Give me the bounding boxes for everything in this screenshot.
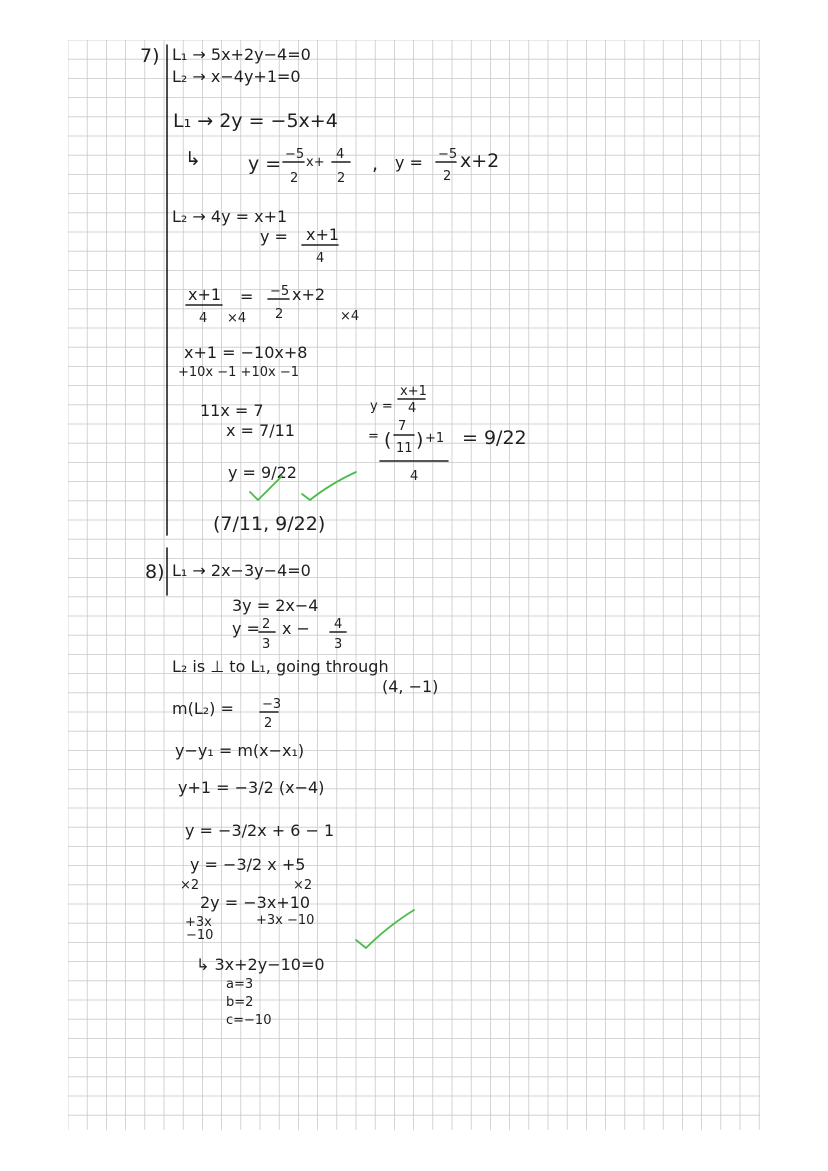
q8-collect-left-2: −10	[186, 928, 214, 943]
q7-step-rearrange-l1: L₁ → 2y = −5x+4	[173, 110, 338, 132]
q7-y-equals: y =	[248, 153, 282, 175]
q8-perpendicular-note: L₂ is ⊥ to L₁, going through	[172, 657, 389, 676]
q7-line2-equation: L₂ → x−4y+1=0	[172, 67, 301, 86]
q7-l2-y-equals: y =	[260, 227, 288, 246]
q7-eq-right-x4: ×4	[340, 309, 360, 324]
q7-eq-left-x4: ×4	[227, 311, 247, 326]
q7-sub-open-paren: (	[384, 429, 392, 451]
q8-point-slope: y−y₁ = m(x−x₁)	[175, 741, 305, 760]
q8-collect-left: +3x	[185, 915, 212, 930]
q8-frac2-num: 4	[334, 617, 343, 632]
q7-l2-den: 4	[316, 251, 325, 266]
q7-sub-close-paren: )	[416, 429, 424, 451]
q7-number: 7)	[140, 45, 160, 67]
q7-frac2-num: 4	[336, 147, 345, 162]
q8-gradient-label: m(L₂) =	[172, 699, 234, 718]
q7-check-mark-2	[302, 472, 356, 500]
q7-eq-sign: =	[240, 287, 254, 306]
q8-through-point: (4, −1)	[382, 677, 439, 696]
q7-line1-equation: L₁ → 5x+2y−4=0	[172, 45, 311, 64]
q7-eq-right-num: −5	[270, 284, 290, 299]
q8-doubled: 2y = −3x+10	[200, 893, 311, 912]
q7-sub-eq: =	[368, 429, 379, 444]
q7-frac1-num: −5	[285, 147, 305, 162]
q7-eq-right-x: x+2	[292, 285, 326, 304]
q7-frac3-den: 2	[443, 169, 452, 184]
q8-coef-c: c=−10	[226, 1013, 272, 1028]
q8-frac1-num: 2	[262, 617, 271, 632]
q8-frac2-den: 3	[334, 637, 343, 652]
q7-sub-y-equals: y =	[370, 399, 393, 414]
q8-step-3y: 3y = 2x−4	[232, 596, 319, 615]
q7-step-y: y = 9/22	[228, 463, 297, 482]
q7-sub-main-den: 4	[410, 469, 419, 484]
q7-eq-left-den: 4	[199, 311, 208, 326]
q7-arrow: ↳	[185, 148, 201, 170]
q8-frac1-den: 3	[262, 637, 271, 652]
q8-x-minus: x −	[282, 619, 310, 638]
q8-gradient-num: −3	[262, 697, 282, 712]
q8-check-mark	[356, 910, 414, 948]
q7-eq-right-den: 2	[275, 307, 284, 322]
q8-times2-left: ×2	[180, 878, 200, 893]
q7-frac3-num: −5	[438, 147, 458, 162]
q7-sub-den: 4	[408, 401, 417, 416]
q7-step-expand: x+1 = −10x+8	[184, 343, 308, 362]
q7-sub-inner-den: 11	[396, 441, 413, 456]
q7-answer-point: (7/11, 9/22)	[213, 513, 326, 535]
q7-step-11x: 11x = 7	[200, 401, 264, 420]
q7-sub-num: x+1	[400, 384, 427, 399]
q8-collect-right: +3x −10	[256, 913, 315, 928]
q7-y-equals-2: y =	[395, 153, 423, 172]
q7-step-rearrange-l2: L₂ → 4y = x+1	[172, 207, 288, 226]
q8-y-equals: y =	[232, 619, 260, 638]
q7-sub-result: = 9/22	[462, 427, 527, 449]
q7-sub-plus-one: +1	[425, 431, 445, 446]
q7-frac2-den: 2	[337, 171, 346, 186]
q7-l2-num: x+1	[306, 225, 340, 244]
q8-substituted: y+1 = −3/2 (x−4)	[178, 778, 325, 797]
q8-expanded: y = −3/2x + 6 − 1	[185, 821, 335, 840]
q8-final-equation: ↳ 3x+2y−10=0	[196, 955, 325, 974]
q7-x-plus-2: x+2	[460, 150, 500, 172]
q8-coef-b: b=2	[226, 995, 254, 1010]
q7-x-plus: x+	[306, 155, 325, 170]
q8-gradient-den: 2	[264, 716, 273, 731]
q8-times2-right: ×2	[293, 878, 313, 893]
q7-comma: ,	[372, 153, 379, 175]
q8-coef-a: a=3	[226, 977, 254, 992]
q7-frac1-den: 2	[290, 171, 299, 186]
q8-simplified: y = −3/2 x +5	[190, 855, 306, 874]
q7-step-x: x = 7/11	[226, 421, 295, 440]
q8-number: 8)	[145, 561, 165, 583]
q7-eq-left-num: x+1	[188, 285, 222, 304]
q8-line1-equation: L₁ → 2x−3y−4=0	[172, 561, 311, 580]
q7-sub-inner-num: 7	[398, 419, 407, 434]
q7-step-collect: +10x −1 +10x −1	[178, 365, 299, 380]
